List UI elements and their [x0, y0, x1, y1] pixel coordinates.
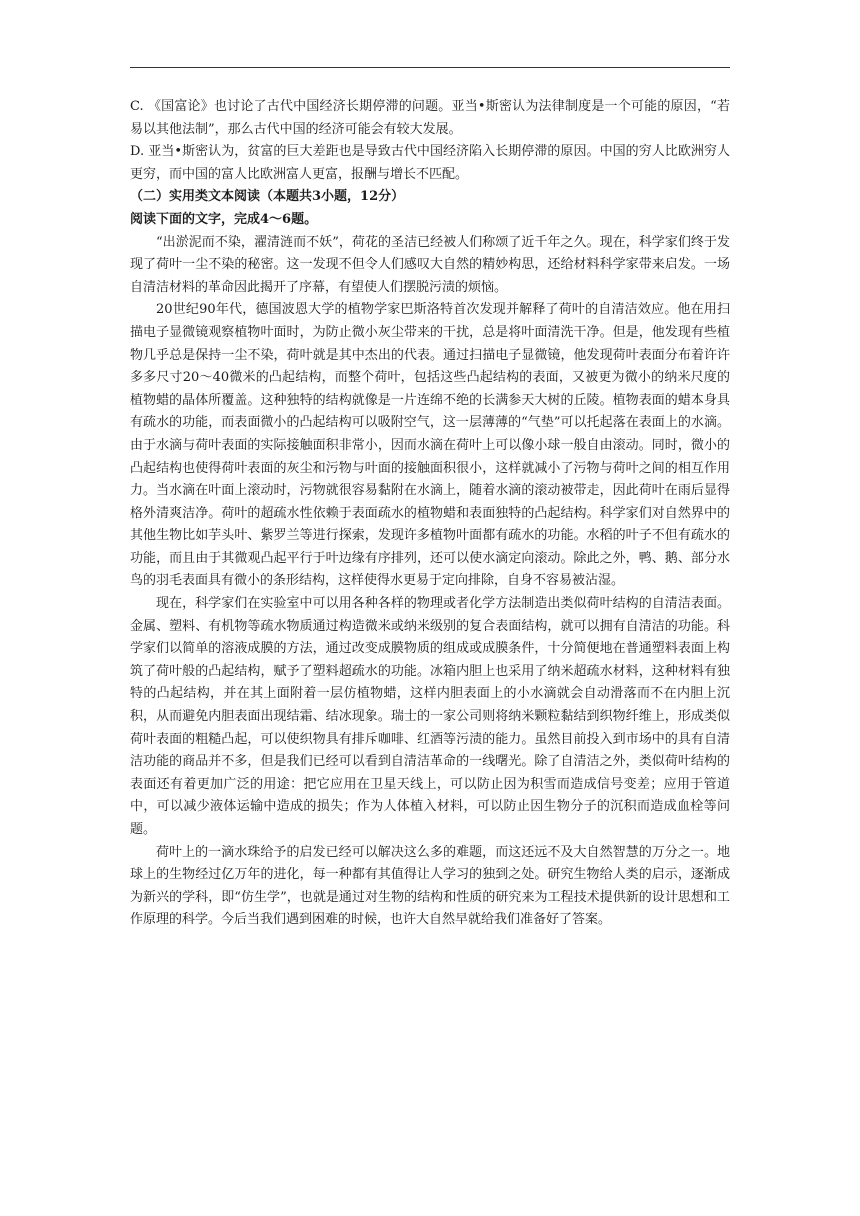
document-body — [130, 96, 730, 932]
passage-paragraph-3: 现在，科学家们在实验室中可以用各种各样的物理或者化学方法制造出类似荷叶结构的自清洁表面。金属、塑料、有机物等疏水物质通过构造微米或纳米级别的复合表面结构，就可以拥有自清洁的功能。科学家们以简单的溶液成膜的方法，通过改变成膜物质的组成或成膜条件，十分简便地在普通塑料表面上构筑了荷叶般的凸起结构，赋予了塑料超疏水的功能。冰箱内胆上也采用了纳米超疏水材料，这种材料有独特的凸起结构，并在其上面附着一层仿植物蜡，这样内胆表面上的小水滴就会自动滑落而不在内胆上沉积，从而避免内胆表面出现结霜、结冰现象。瑞士的一家公司则将纳米颗粒黏结到织物纤维上，形成类似荷叶表面的粗糙凸起，可以使织物具有排斥咖啡、红酒等污渍的能力。虽然目前投入到市场中的具有自清洁功能的商品并不多，但是我们已经可以看到自清洁革命的一线曙光。除了自清洁之外，类似荷叶结构的表面还有着更加广泛的用途：把它应用在卫星天线上，可以防止因为积雪而造成信号变差；应用于管道中，可以减少液体运输中造成的损失；作为人体植入材料，可以防止因生物分子的沉积而造成血栓等问题。 — [130, 596, 730, 837]
passage-paragraph-2: 20世纪90年代，德国波恩大学的植物学家巴斯洛特首次发现并解释了荷叶的自清洁效应。他在用扫描电子显微镜观察植物叶面时，为防止微小灰尘带来的干扰，总是将叶面清洗干净。但是，他发现有些植物几乎总是保持一尘不染，荷叶就是其中杰出的代表。通过扫描电子显微镜，他发现荷叶表面分布着许许多多尺寸20～40微米的凸起结构，而整个荷叶，包括这些凸起结构的表面，又被更为微小的纳米尺度的植物蜡的晶体所覆盖。这种独特的结构就像是一片连绵不绝的长满参天大树的丘陵。植物表面的蜡本身具有疏水的功能，而表面微小的凸起结构可以吸附空气，这一层薄薄的“气垫”可以托起落在表面上的水滴。由于水滴与荷叶表面的实际接触面积非常小，因而水滴在荷叶上可以像小球一般自由滚动。同时，微小的凸起结构也使得荷叶表面的灰尘和污物与叶面的接触面积很小，这样就减小了污物与荷叶之间的相互作用力。当水滴在叶面上滚动时，污物就很容易黏附在水滴上，随着水滴的滚动被带走，因此荷叶在雨后显得格外清爽洁净。荷叶的超疏水性依赖于表面疏水的植物蜡和表面独特的凸起结构。科学家们对自然界中的其他生物比如芋头叶、紫罗兰等进行探索，发现许多植物叶面都有疏水的功能。水稻的叶子不但有疏水的功能，而且由于其微观凸起平行于叶边缘有序排列，还可以使水滴定向滚动。除此之外，鸭、鹅、部分水鸟的羽毛表面具有微小的条形结构，这样使得水更易于定向排除，自身不容易被沾湿。 — [130, 302, 730, 589]
header-rule — [130, 67, 730, 68]
option-d: D. 亚当•斯密认为，贫富的巨大差距也是导致古代中国经济陷入长期停滞的原因。中国的穷人比欧洲穷人更穷，而中国的富人比欧洲富人更富，报酬与增长不匹配。 — [130, 144, 730, 182]
section-heading: （二）实用类文本阅读（本题共3小题，12分） — [130, 189, 405, 205]
section-instruction: 阅读下面的文字，完成4～6题。 — [130, 211, 318, 227]
option-c: C. 《国富论》也讨论了古代中国经济长期停滞的问题。亚当•斯密认为法律制度是一个可能的原因，“若易以其他法制”，那么古代中国的经济可能会有较大发展。 — [130, 99, 730, 137]
passage-paragraph-4: 荷叶上的一滴水珠给予的启发已经可以解决这么多的难题，而这还远不及大自然智慧的万分之一。地球上的生物经过亿万年的进化，每一种都有其值得让人学习的独到之处。研究生物给人类的启示，逐渐成为新兴的学科，即“仿生学”，也就是通过对生物的结构和性质的研究来为工程技术提供新的设计思想和工作原理的科学。今后当我们遇到困难的时候，也许大自然早就给我们准备好了答案。 — [130, 844, 730, 928]
passage-paragraph-1: “出淤泥而不染，濯清涟而不妖”，荷花的圣洁已经被人们称颂了近千年之久。现在，科学家们终于发现了荷叶一尘不染的秘密。这一发现不但令人们感叹大自然的精妙构思，还给材料科学家带来启发。一场自清洁材料的革命因此揭开了序幕，有望使人们摆脱污渍的烦恼。 — [130, 234, 730, 295]
